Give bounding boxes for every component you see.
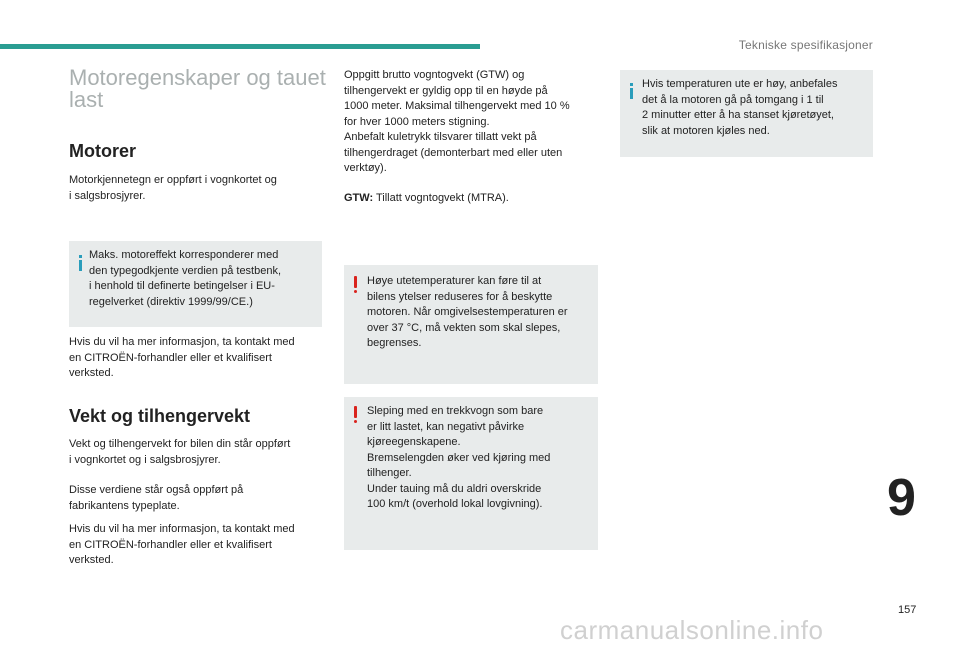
typeplate-text: Disse verdiene står også oppført på fabrikantens typeplate. xyxy=(69,484,244,512)
gtw-definition xyxy=(344,191,604,207)
info-icon xyxy=(630,83,633,99)
chapter-number: 9 xyxy=(887,469,916,527)
contact-text-2: Hvis du vil ha mer informasjon, ta kontakt med en CITROËN-forhandler eller et kvalifisert verksted. xyxy=(69,523,295,566)
page-number: 157 xyxy=(898,604,917,616)
warning-text-temperature: Høye utetemperaturer kan føre til at bilens ytelser reduseres for å beskytte motoren. Når omgivelsestemperaturen er over 37 °C, må vekten som skal slepes, begrenses. xyxy=(367,275,568,349)
vekt-text: Vekt og tilhengervekt for bilen din står oppført i vognkortet og i salgsbrosjyrer. xyxy=(69,438,291,466)
gtw-text: Tillatt vogntogvekt (MTRA). xyxy=(373,192,509,204)
warning-text-towing: Sleping med en trekkvogn som bare er litt lastet, kan negativt påvirke kjøreegenskapene. Bremselengden øker ved kjøring med tilhenger. Under tauing må du aldri overskride 100 km/t (overhold lokal lovgivning). xyxy=(367,405,551,510)
warning-box-towing xyxy=(344,397,598,550)
info-box-text: Maks. motoreffekt korresponderer med den typegodkjente verdien på testbenk, i henhold til definerte betingelser i EU- regelverket (direktiv 1999/99/CE.) xyxy=(89,249,282,308)
warning-icon xyxy=(353,276,358,293)
heading-motorer: Motorer xyxy=(69,141,136,161)
contact-text-1: Hvis du vil ha mer informasjon, ta kontakt med en CITROËN-forhandler eller et kvalifisert verksted. xyxy=(69,336,295,379)
gtw-label: GTW: xyxy=(344,192,374,204)
watermark: carmanualsonline.info xyxy=(560,615,824,645)
info-icon xyxy=(79,255,82,271)
heading-vekt: Vekt og tilhengervekt xyxy=(69,406,251,426)
info-box-idle-text: Hvis temperaturen ute er høy, anbefales det å la motoren gå på tomgang i 1 til 2 minutter etter å ha stanset kjøretøyet, slik at motoren kjøles ned. xyxy=(642,78,838,137)
warning-box-temperature xyxy=(344,265,598,384)
gtw-info-text: Oppgitt brutto vogntogvekt (GTW) og tilhengervekt er gyldig opp til en høyde på 1000 meter. Maksimal tilhengervekt med 10 % for hver 1000 meters stigning. Anbefalt kuletrykk tilsvarer tillatt vekt på tilhengerdraget (demonterbart med eller uten verktøy). xyxy=(344,69,570,174)
motorer-text: Motorkjennetegn er oppført i vognkortet og i salgsbrosjyrer. xyxy=(69,174,277,202)
section-title: Tekniske spesifikasjoner xyxy=(738,38,873,52)
page-title: Motoregenskaper og tauet last xyxy=(69,65,326,112)
header-accent-bar xyxy=(0,44,480,49)
warning-icon xyxy=(353,406,358,423)
info-box-motor xyxy=(69,241,322,327)
info-box-idle xyxy=(620,70,873,157)
